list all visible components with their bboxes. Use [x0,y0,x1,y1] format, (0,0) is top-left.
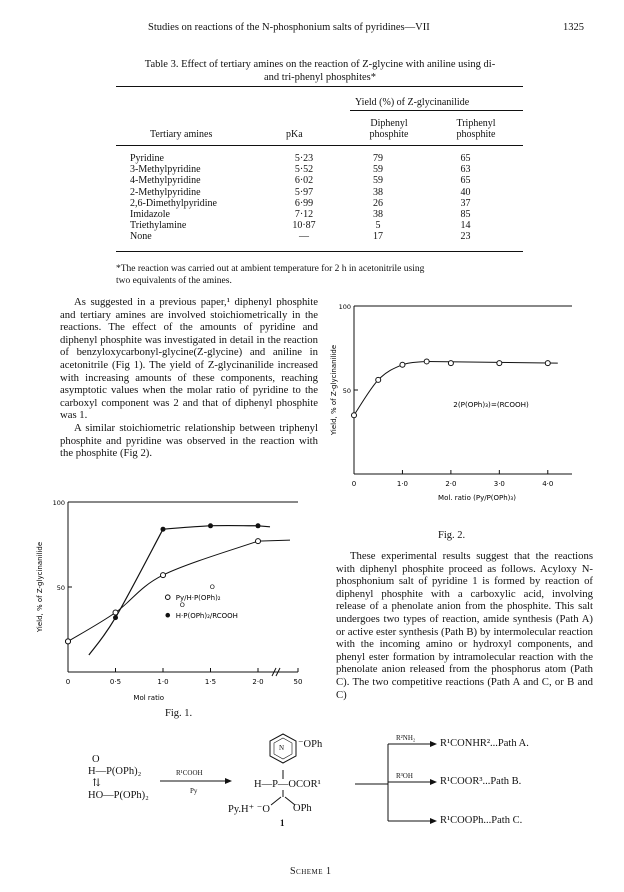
cell-pka: 6·99 [294,197,314,209]
x-tick-label: 0·5 [109,678,122,686]
alcohol-reagent: R³OH [396,772,413,780]
cell-di: 5 [375,220,381,232]
center-py-formula: Py.H⁺ ⁻O [228,804,270,815]
table-row [130,187,508,198]
paragraph: These experimental results suggest that the reactions with diphenyl phosphite proceed as follows. Acyloxy N-phosphonium salt of pyridine 1 is formed by reaction of diphenyl phosphite with a carboxylic acid, involving release of a phenolate anion from the phosphite. This salt undergoes two types of reaction, amide synthesis (Path A) or active ester synthesis (Path B) by intermolecular reaction with the incoming amino or hydroxyl components, and phenyl ester formation by intramolecular reaction with the phenolate anion released from the phosphorus atom (Path C). The two competitive reactions (Path A and C, or B and C) [336,550,593,701]
cell-amine: Triethylamine [130,220,187,232]
table-caption-line2: and tri-phenyl phosphites* [264,72,376,83]
legend-sup: O [179,601,185,610]
fig2-chart [322,298,592,528]
annotation: 2(P(OPh)₃)=(RCOOH) [453,399,529,409]
paragraph: A similar stoichiometric relationship between triphenyl phosphite and pyridine was observed in the reaction with the phosphite (Fig 2). [60,421,318,460]
x-tick-label: 1·0 [157,678,169,686]
y-tick-label: 50 [56,584,65,592]
x-tick-label: 1·0 [396,480,409,488]
compound-number: 1 [280,818,285,828]
cell-pka: 5·97 [294,186,314,198]
cell-pka: 6·02 [294,175,314,187]
x-tick-label: 0 [65,678,71,686]
x-tick-label: 0 [351,480,357,488]
data-point [497,361,502,366]
equilibrium-arrow: ⇅ [92,778,101,789]
cell-tri: 14 [460,220,471,232]
data-point-filled [113,615,118,620]
data-point [376,377,381,382]
cell-di: 59 [373,175,383,187]
center-p-formula: H—P—OCOR¹ [254,779,321,790]
left-top-formula: H—P(OPh)₂ [88,766,142,777]
scheme-title: Scheme 1 [290,866,332,877]
series-line [354,361,427,415]
table-row [130,231,508,242]
data-point [545,361,550,366]
x-tick-label: 50 [293,678,303,686]
series-line-flat [427,361,558,363]
cell-amine: 2-Methylpyridine [130,186,201,198]
cell-di: 38 [373,186,383,198]
x-tick-label: 4·0 [542,480,554,488]
x-axis-label: Mol ratio [133,694,165,700]
fig1-caption: Fig. 1. [165,708,193,719]
series-line-open-flat [258,540,290,541]
cell-tri: 37 [460,197,471,209]
table-row [130,220,508,231]
fig2-caption: Fig. 2. [438,530,466,541]
cell-tri: 63 [460,164,471,176]
cell-pka: 5·52 [294,164,314,176]
path-b: R¹COOR³...Path B. [440,776,522,787]
center-oph: OPh [293,803,312,814]
reagent-bottom: Py [190,787,198,795]
y-tick-label: 50 [342,387,351,395]
cell-di: 59 [373,164,383,176]
legend-open-marker [165,595,170,600]
paragraph: As suggested in a previous paper,¹ diphenyl phosphite and tertiary amines are involved stoichiometrically in the reactions. The effect of the amounts of pyridine and diphenyl phosphite was investigated in detail in the reaction of benzyloxycarbonyl-glycine(Z-glycine) and aniline in acetonitrile (Fig 1). The yield of Z-glycinanilide increased with increasing amounts of these components, reaching asymptotic values when the molar ratio of pyridine to the carboxyl component was 2 and that of diphenyl phosphite was 1. [60,296,318,422]
data-point-filled [208,523,213,528]
table-row [130,164,508,175]
y-axis-label: Yield, % of Z-glycinanilide [36,541,44,633]
cell-pka: 7·12 [294,209,314,221]
scheme-1 [0,730,624,860]
right-column-text [336,550,593,701]
table-caption-line1: Table 3. Effect of tertiary amines on the reaction of Z-glycine with aniline using di- [144,59,496,70]
col-triphenyl: Triphenyl phosphite [456,118,496,140]
legend-filled-marker [165,613,170,618]
data-point-open [256,539,261,544]
data-point-open [161,573,166,578]
cell-di: 79 [373,153,383,164]
cell-tri: 40 [460,186,471,198]
path-c: R¹COOPh...Path C. [440,815,523,826]
table-row [130,175,508,186]
cell-tri: 65 [460,153,471,164]
data-point-filled [161,527,166,532]
cell-tri: 85 [460,209,471,221]
cell-pka: 10·87 [292,220,316,232]
cell-amine: 4-Methylpyridine [130,175,201,187]
table-row [130,153,508,164]
col-pka: pKa [286,129,303,140]
x-tick-label: 3·0 [493,480,505,488]
left-o: O [92,754,100,765]
x-tick-label: 2·0 [445,480,457,488]
data-point [400,362,405,367]
cell-pka: 5·23 [294,153,314,164]
y-tick-label: 100 [52,499,65,507]
y-tick-label: 100 [338,303,351,311]
series-line-filled [89,529,163,655]
x-tick-label: 2·0 [252,678,264,686]
amine-reagent: R²NH₂ [396,734,416,742]
cell-amine: Imidazole [130,209,170,221]
x-tick-label: 1·5 [204,678,217,686]
left-bottom-formula: HO—P(OPh)₂ [88,790,149,801]
col-amines: Tertiary amines [150,129,213,140]
page-number: 1325 [563,22,584,33]
cell-di: 26 [373,197,383,209]
data-point [448,361,453,366]
legend-sup: O [209,583,215,592]
table-row [130,198,508,209]
table-caption [110,58,530,84]
fig1-chart [28,490,328,700]
series-line-open [68,541,258,641]
left-column-text [60,296,318,460]
cell-amine: Pyridine [130,153,164,164]
cell-di: 38 [373,209,383,221]
col-diphenyl: Diphenyl phosphite [369,118,409,140]
data-point-filled [256,523,261,528]
data-point [352,413,357,418]
cell-pka: — [299,231,309,243]
running-title: Studies on reactions of the N-phosphonium salts of pyridines—VII [148,22,430,33]
cell-amine: 2,6-Dimethylpyridine [130,197,217,209]
path-a: R¹CONHR²...Path A. [440,738,529,749]
cell-tri: 65 [460,175,471,187]
table-row [130,209,508,220]
cell-di: 17 [373,231,383,243]
x-axis-label: Mol. ratio (Py/P(OPh)₃) [438,494,516,502]
y-axis-label: Yield, % of Z-glycinanilide [330,344,338,436]
yield-group-header: Yield (%) of Z-glycinanilide [355,97,470,108]
table-footnote: *The reaction was carried out at ambient temperature for 2 h in acetonitrile using two equivalents of the amines. [116,264,425,286]
reagent-top: R¹COOH [176,769,203,777]
legend-open-label: Py/H·P(OPh)₂ [175,594,221,603]
cell-amine: None [130,231,152,243]
pyridine-n: N [279,744,285,752]
amine-table [130,153,508,243]
data-point-open [66,639,71,644]
phenolate-anion: ⁻OPh [298,739,323,750]
cell-tri: 23 [460,231,471,243]
legend-filled-label: H·P(OPh)₂/RCOOH [175,612,238,621]
data-point [424,359,429,364]
cell-amine: 3-Methylpyridine [130,164,201,176]
